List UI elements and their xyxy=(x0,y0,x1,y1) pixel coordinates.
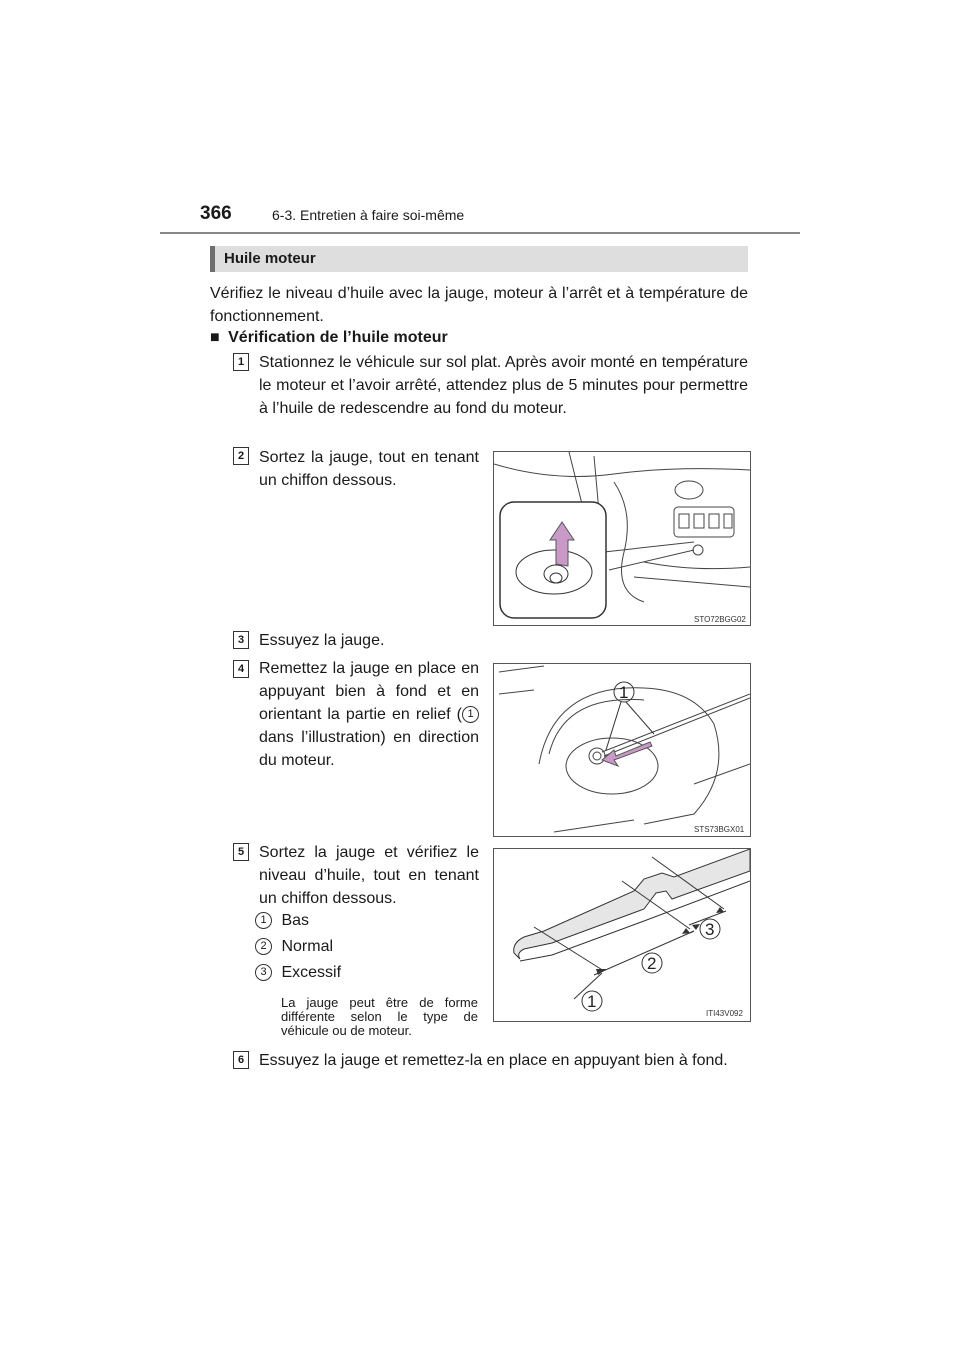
figure-3-code: ITI43V092 xyxy=(706,1009,743,1018)
legend-number-2: 2 xyxy=(255,938,272,955)
figure-3-callout-1: 1 xyxy=(587,992,597,1011)
step-number-1: 1 xyxy=(233,353,249,371)
step-number-5: 5 xyxy=(233,843,249,861)
legend-number-1: 1 xyxy=(255,912,272,929)
page-number: 366 xyxy=(200,203,232,224)
figure-3-callout-3: 3 xyxy=(705,920,715,939)
legend-label-2: Normal xyxy=(281,938,334,955)
step-6-text: Essuyez la jauge et remettez-la en place en appuyant bien à fond. xyxy=(259,1052,728,1069)
legend-item-low xyxy=(255,912,309,930)
step-number-2: 2 xyxy=(233,447,249,465)
section-title-bar xyxy=(210,246,748,272)
figure-2-callout-1: 1 xyxy=(619,683,629,702)
figure-2-code: STS73BGX01 xyxy=(694,825,745,834)
step-4-text-after: dans l’illustration) en direction du moteur. xyxy=(259,729,479,769)
figure-3-callout-2: 2 xyxy=(647,954,657,973)
step-4-text xyxy=(259,657,479,772)
figure-1-code: STO72BGG02 xyxy=(694,615,746,624)
chapter-title: 6-3. Entretien à faire soi-même xyxy=(272,207,465,223)
step-number-3: 3 xyxy=(233,631,249,649)
legend-item-excessive xyxy=(255,964,341,982)
section-title: Huile moteur xyxy=(224,250,316,267)
step-5-text: Sortez la jauge et vérifiez le niveau d’huile, tout en tenant un chiffon dessous. xyxy=(259,844,479,907)
callout-1-inline: 1 xyxy=(462,706,479,723)
step-number-6: 6 xyxy=(233,1051,249,1069)
step-2-text: Sortez la jauge, tout en tenant un chiffon dessous. xyxy=(259,449,479,489)
legend-label-3: Excessif xyxy=(281,964,342,981)
section-accent xyxy=(210,246,215,272)
step-number-4: 4 xyxy=(233,660,249,678)
legend-item-normal xyxy=(255,938,333,956)
legend-number-3: 3 xyxy=(255,964,272,981)
header-rule xyxy=(160,232,800,234)
figure-dipstick-levels xyxy=(493,848,751,1022)
subheading xyxy=(210,329,448,347)
subheading-text: Vérification de l’huile moteur xyxy=(228,329,448,346)
step-4-text-before: Remettez la jauge en place en appuyant bien à fond et en orientant la partie en relief ( xyxy=(259,660,479,723)
figure-dipstick-location xyxy=(493,451,751,626)
note-text: La jauge peut être de forme différente selon le type de véhicule ou de moteur. xyxy=(281,995,478,1038)
step-3-text: Essuyez la jauge. xyxy=(259,632,385,649)
subheading-bullet: ■ xyxy=(210,329,220,346)
intro-text: Vérifiez le niveau d’huile avec la jauge, moteur à l’arrêt et à température de fonctionnement. xyxy=(210,285,748,325)
figure-dipstick-insertion xyxy=(493,663,751,837)
step-1-text: Stationnez le véhicule sur sol plat. Après avoir monté en température le moteur et l’avoir arrêté, attendez plus de 5 minutes pour permettre à l’huile de redescendre au fond du moteur. xyxy=(259,354,748,417)
legend-label-1: Bas xyxy=(281,912,310,929)
